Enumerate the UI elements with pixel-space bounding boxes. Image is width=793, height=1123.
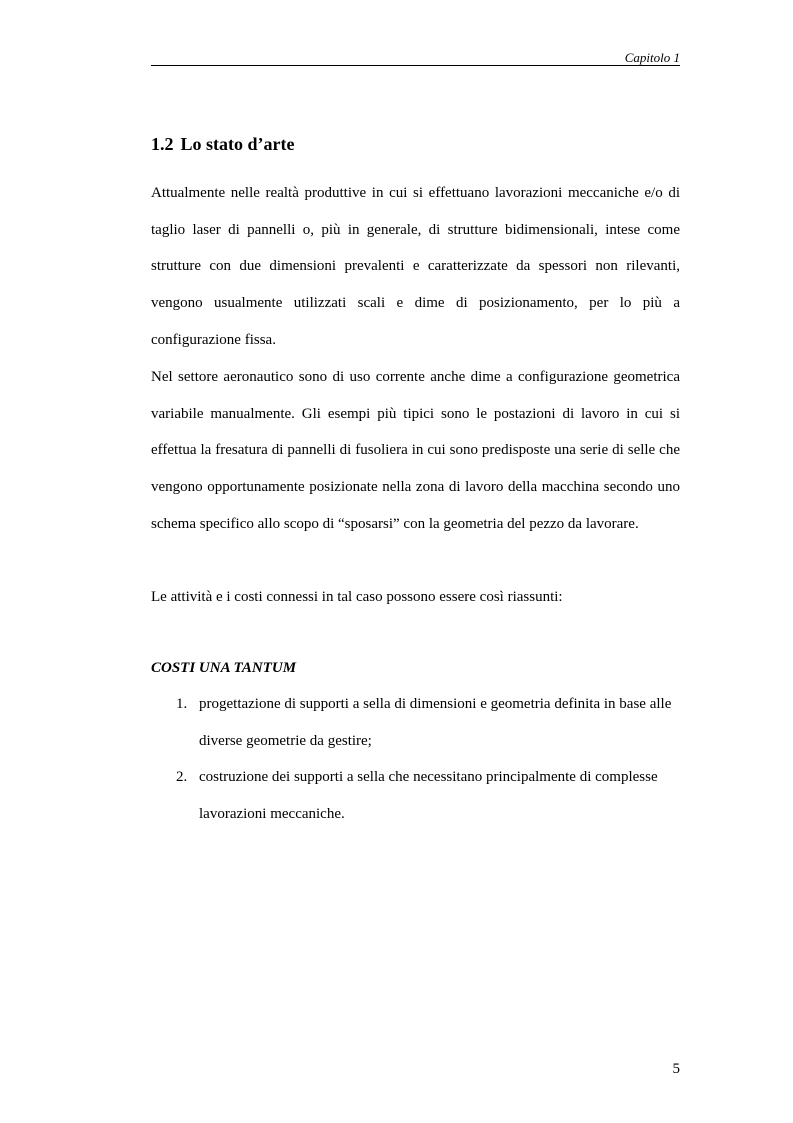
section-title: Lo stato d’arte [180,134,295,154]
paragraph-3: Le attività e i costi connessi in tal caso possono essere così riassunti: [151,589,563,605]
section-number: 1.2 [151,134,174,154]
page-number: 5 [672,1061,680,1077]
costs-subheading: COSTI UNA TANTUM [151,660,297,676]
numbered-list [151,686,680,833]
running-header [151,49,680,66]
list-marker: 1. [176,696,188,712]
paragraph-2: Nel settore aeronautico sono di uso corrente anche dime a configurazione geometrica variabile manualmente. Gli esempi più tipici sono le postazioni di lavoro in cui si effettua la fresatura di pannelli di fusoliera in cui sono predisposte una serie di selle che vengono opportunamente posizionate nella zona di lavoro della macchina secondo uno schema specifico allo scopo di “sposarsi” con la geometria del pezzo da lavorare. [151,369,680,532]
list-item-text: costruzione dei supporti a sella che necessitano principalmente di complesse lavorazioni meccaniche. [199,769,658,823]
list-item-text: progettazione di supporti a sella di dimensioni e geometria definita in base alle diverse geometrie da gestire; [199,696,672,749]
list-item [151,759,680,832]
list-item [151,686,680,759]
section-heading [151,133,294,155]
list-marker: 2. [176,769,188,786]
paragraph-1: Attualmente nelle realtà produttive in cui si effettuano lavorazioni meccaniche e/o di taglio laser di pannelli o, più in generale, di strutture bidimensionali, intese come strutture con due dimensioni prevalenti e caratterizzate da spessori non rilevanti, vengono usualmente utilizzati scali e dime di posizionamento, per lo più a configurazione fissa. [151,185,680,348]
chapter-label: Capitolo 1 [624,50,680,65]
